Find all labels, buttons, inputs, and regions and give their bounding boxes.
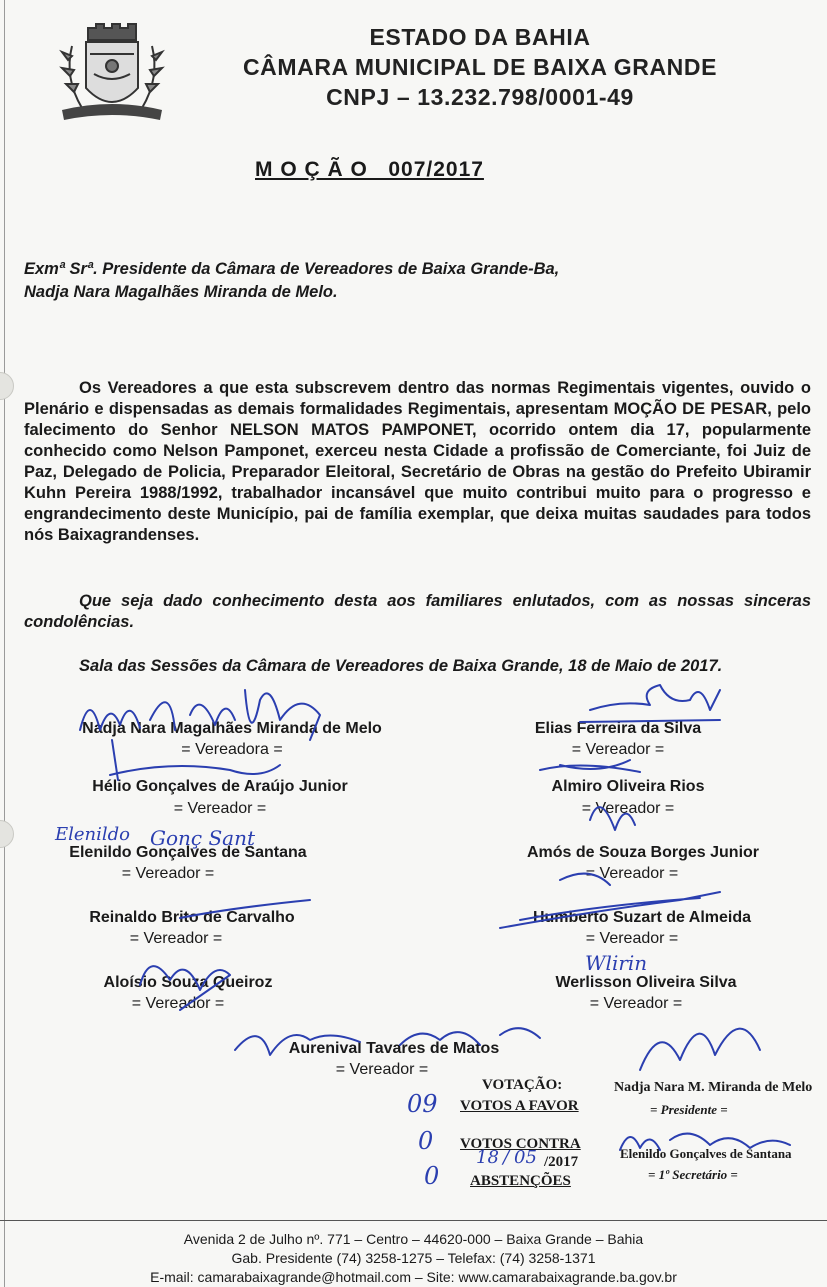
paragraph-2-text: Que seja dado conhecimento desta aos familiares enlutados, com as nossas sinceras condolências.: [24, 592, 811, 631]
signatory-role: = Vereador =: [585, 930, 679, 947]
body-paragraph-1: [24, 378, 811, 546]
paragraph-3-text: Sala das Sessões da Câmara de Vereadores de Baixa Grande, 18 de Maio de 2017.: [79, 657, 723, 675]
svg-text:Elenildo: Elenildo: [55, 824, 131, 845]
signatory-role: = Vereador =: [129, 930, 223, 947]
votes-favor-label: VOTOS A FAVOR: [460, 1098, 579, 1114]
votes-contra-count: 0: [418, 1127, 434, 1155]
president-stamp-name: Nadja Nara M. Miranda de Melo: [614, 1080, 813, 1095]
svg-text:Wlirin: Wlirin: [585, 951, 648, 975]
secretary-signature: [610, 1120, 810, 1160]
svg-text:Gonç Sant: Gonç Sant: [150, 826, 255, 850]
signatory-name: Aloísio Souza Queiroz: [103, 974, 273, 991]
votes-favor-count: 09: [407, 1090, 438, 1118]
signatory-role: = Vereador =: [581, 800, 675, 817]
signatory-name: Reinaldo Brito de Carvalho: [89, 909, 295, 926]
signatory-role: = Vereador =: [589, 995, 683, 1012]
votes-abstain-label: ABSTENÇÕES: [470, 1173, 571, 1189]
signatory-name: Werlisson Oliveira Silva: [555, 974, 737, 991]
signatory-name: Elenildo Gonçalves de Santana: [69, 844, 307, 861]
footer-phones: Gab. Presidente (74) 3258-1275 – Telefax: (74) 3258-1371: [231, 1250, 596, 1266]
vote-date-month: 05: [514, 1147, 537, 1168]
vote-date-year: /2017: [544, 1154, 579, 1170]
vote-date-sep: /: [503, 1147, 510, 1168]
header-chamber: CÂMARA MUNICIPAL DE BAIXA GRANDE: [242, 54, 718, 80]
signatory-name: Elias Ferreira da Silva: [534, 720, 702, 737]
signatory-name: Almiro Oliveira Rios: [551, 778, 705, 795]
footer-address: Avenida 2 de Julho nº. 771 – Centro – 44620-000 – Baixa Grande – Bahia: [183, 1231, 644, 1247]
addressee-line2: Nadja Nara Magalhães Miranda de Melo.: [24, 283, 338, 301]
president-stamp-role: = Presidente =: [650, 1102, 728, 1117]
signatory-role: = Vereadora =: [181, 741, 283, 758]
paragraph-1-text: Os Vereadores a que esta subscrevem dentro das normas Regimentais vigentes, ouvido o Plenário e dispensadas as demais formalidades Regimentais, apresentam MOÇÃO DE PESAR, pelo falecimento do Senhor NELSON MATOS PAMPONET, ocorrido ontem dia 17, popularmente conhecido como Nelson Pamponet, exerceu nesta Cidade a profissão de Comerciante, foi Juiz de Paz, Delegado de Policia, Preparador Eleitoral, Secretário de Obras na gestão do Prefeito Ubiramir Kuhn Pereira 1988/1992, trabalhador incansável que muito contribui muito para o progresso e engrandecimento deste Município, pai de família exemplar, que deixa muitas saudades para todos nós Baixagrandenses.: [24, 379, 811, 544]
signatory-role: = Vereador =: [571, 741, 665, 758]
signatory-role: = Vereador =: [121, 865, 215, 882]
footer-divider: [0, 1220, 827, 1221]
secretary-stamp-role: = 1º Secretário =: [648, 1167, 738, 1182]
header-state: ESTADO DA BAHIA: [369, 24, 591, 50]
votes-abstain-count: 0: [424, 1162, 440, 1190]
document-title: M O Ç Ã O 007/2017: [255, 158, 484, 181]
signatory-role: = Vereador =: [131, 995, 225, 1012]
signatory-name: Nadja Nara Magalhães Miranda de Melo: [82, 720, 382, 737]
addressee-line1: Exmª Srª. Presidente da Câmara de Vereadores de Baixa Grande-Ba,: [24, 260, 560, 278]
vote-date-day: 18: [476, 1147, 499, 1168]
footer-contact: E-mail: camarabaixagrande@hotmail.com – Site: www.camarabaixagrande.ba.gov.br: [150, 1269, 677, 1285]
signatory-name: Aurenival Tavares de Matos: [288, 1040, 500, 1057]
coat-of-arms-logo: [42, 18, 182, 128]
header-cnpj: CNPJ – 13.232.798/0001-49: [326, 84, 634, 110]
handwritten-signatures: [0, 660, 827, 1080]
signatory-role: = Vereador =: [335, 1061, 429, 1078]
punch-hole: [0, 372, 14, 400]
signatory-role: = Vereador =: [585, 865, 679, 882]
signatory-name: Humberto Suzart de Almeida: [532, 909, 752, 926]
page-left-rule: [4, 0, 5, 1287]
signatory-name: Hélio Gonçalves de Araújo Junior: [92, 778, 348, 795]
body-paragraph-2: [24, 591, 811, 633]
secretary-stamp-name: Elenildo Gonçalves de Santana: [620, 1146, 792, 1161]
votes-contra-label: VOTOS CONTRA: [460, 1136, 581, 1152]
voting-title: VOTAÇÃO:: [482, 1077, 563, 1093]
signatory-name: Amós de Souza Borges Junior: [526, 844, 760, 861]
signatory-role: = Vereador =: [173, 800, 267, 817]
